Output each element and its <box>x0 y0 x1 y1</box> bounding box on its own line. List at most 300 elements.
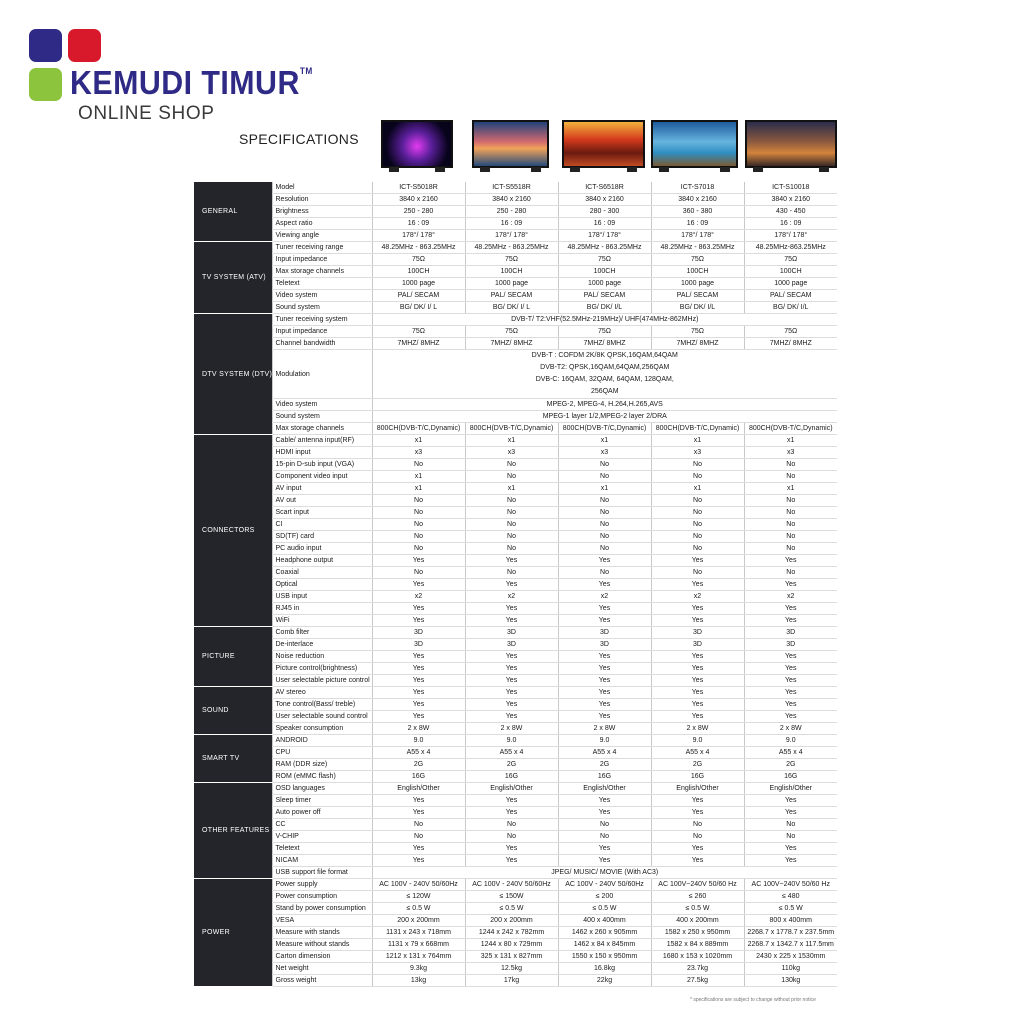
spec-value: 48.25MHz - 863.25MHz <box>651 242 744 254</box>
spec-value: 16.8kg <box>558 963 651 975</box>
spec-value: Yes <box>744 807 837 819</box>
spec-row <box>194 855 837 867</box>
spec-value: A55 x 4 <box>558 747 651 759</box>
spec-value: 2 x 8W <box>465 723 558 735</box>
spec-label: Measure without stands <box>272 939 372 951</box>
spec-value: Yes <box>558 855 651 867</box>
spec-label: Picture control(brightness) <box>272 663 372 675</box>
spec-value-line: 256QAM <box>590 388 619 395</box>
spec-value: Yes <box>651 579 744 591</box>
spec-value: 75Ω <box>372 254 465 266</box>
spec-value: Yes <box>558 663 651 675</box>
logo-square-blue <box>29 29 62 62</box>
spec-row <box>194 543 837 555</box>
spec-label: Scart input <box>272 507 372 519</box>
spec-label: CPU <box>272 747 372 759</box>
spec-value: ICT-S7018 <box>651 182 744 194</box>
spec-value: x2 <box>744 591 837 603</box>
spec-label: Input impedance <box>272 326 372 338</box>
spec-value: No <box>558 459 651 471</box>
spec-value: 16 : 09 <box>744 218 837 230</box>
spec-label: Resolution <box>272 194 372 206</box>
section-header: SMART TV <box>194 735 272 783</box>
spec-row <box>194 302 837 314</box>
brand-trademark: TM <box>299 66 313 76</box>
section-header: GENERAL <box>194 182 272 242</box>
spec-value-span: MPEG-1 layer 1/2,MPEG-2 layer 2/DRA <box>372 411 837 423</box>
spec-value: No <box>465 519 558 531</box>
spec-label: Channel bandwidth <box>272 338 372 350</box>
spec-label: OSD languages <box>272 783 372 795</box>
spec-row <box>194 711 837 723</box>
spec-value: 2G <box>558 759 651 771</box>
spec-label: Speaker consumption <box>272 723 372 735</box>
spec-value: AC 100V - 240V 50/60Hz <box>372 879 465 891</box>
spec-label: USB input <box>272 591 372 603</box>
spec-row <box>194 831 837 843</box>
spec-value: Yes <box>744 555 837 567</box>
spec-value: No <box>744 495 837 507</box>
spec-value: Yes <box>558 675 651 687</box>
spec-value: 100CH <box>372 266 465 278</box>
brand-tagline: ONLINE SHOP <box>78 103 215 124</box>
spec-value: 16 : 09 <box>558 218 651 230</box>
spec-value: Yes <box>744 711 837 723</box>
spec-value: 178°/ 178° <box>372 230 465 242</box>
spec-value: x2 <box>651 591 744 603</box>
spec-label: Component video input <box>272 471 372 483</box>
spec-value: A55 x 4 <box>372 747 465 759</box>
spec-value: ≤ 120W <box>372 891 465 903</box>
spec-row <box>194 326 837 338</box>
spec-value: 178°/ 178° <box>558 230 651 242</box>
spec-value: No <box>372 459 465 471</box>
spec-row <box>194 495 837 507</box>
spec-value: No <box>744 543 837 555</box>
spec-value: 75Ω <box>465 254 558 266</box>
spec-value: AC 100V~240V 50/60 Hz <box>651 879 744 891</box>
spec-label: Viewing angle <box>272 230 372 242</box>
spec-value: 2268.7 x 1778.7 x 237.5mm <box>744 927 837 939</box>
spec-value: No <box>372 819 465 831</box>
spec-value: ICT-S10018 <box>744 182 837 194</box>
spec-value: 16G <box>651 771 744 783</box>
spec-value: No <box>465 459 558 471</box>
spec-value: x1 <box>744 435 837 447</box>
spec-value: 800CH(DVB-T/C,Dynamic) <box>744 423 837 435</box>
spec-label: De-interlace <box>272 639 372 651</box>
spec-value: Yes <box>744 699 837 711</box>
spec-value: English/Other <box>372 783 465 795</box>
spec-value: No <box>651 819 744 831</box>
spec-label: Tone control(Bass/ treble) <box>272 699 372 711</box>
spec-value: A55 x 4 <box>651 747 744 759</box>
spec-row <box>194 435 837 447</box>
spec-value: Yes <box>372 795 465 807</box>
spec-row <box>194 603 837 615</box>
footnote: * specifications are subject to change without prior notice <box>690 997 816 1003</box>
spec-value: ≤ 0.5 W <box>651 903 744 915</box>
spec-value: Yes <box>651 699 744 711</box>
spec-value: 800CH(DVB-T/C,Dynamic) <box>651 423 744 435</box>
spec-row <box>194 555 837 567</box>
spec-row <box>194 615 837 627</box>
spec-label: Comb filter <box>272 627 372 639</box>
spec-value: No <box>558 471 651 483</box>
spec-value: Yes <box>558 687 651 699</box>
spec-value: No <box>558 519 651 531</box>
spec-value: 22kg <box>558 975 651 987</box>
spec-value: Yes <box>744 663 837 675</box>
spec-value: No <box>558 819 651 831</box>
spec-value: Yes <box>465 651 558 663</box>
spec-value: 2G <box>372 759 465 771</box>
spec-value: ≤ 0.5 W <box>744 903 837 915</box>
spec-value: x1 <box>651 483 744 495</box>
spec-row <box>194 771 837 783</box>
spec-value: No <box>744 567 837 579</box>
spec-value: 75Ω <box>744 254 837 266</box>
spec-value: Yes <box>465 687 558 699</box>
spec-label: Coaxial <box>272 567 372 579</box>
spec-value: 3840 x 2160 <box>465 194 558 206</box>
spec-row <box>194 795 837 807</box>
spec-label: WiFi <box>272 615 372 627</box>
spec-value: Yes <box>744 615 837 627</box>
spec-value: 16G <box>558 771 651 783</box>
spec-value: No <box>558 495 651 507</box>
spec-value: x2 <box>465 591 558 603</box>
spec-label: Optical <box>272 579 372 591</box>
spec-value: 3D <box>651 639 744 651</box>
spec-value: Yes <box>465 843 558 855</box>
spec-value: BG/ DK/ I/L <box>558 302 651 314</box>
spec-value: Yes <box>465 855 558 867</box>
spec-value: x1 <box>372 435 465 447</box>
spec-value: Yes <box>465 795 558 807</box>
spec-value: No <box>651 531 744 543</box>
spec-value: No <box>465 495 558 507</box>
spec-label: Max storage channels <box>272 266 372 278</box>
spec-value: x1 <box>558 483 651 495</box>
spec-row <box>194 459 837 471</box>
spec-value: ICT-S5518R <box>465 182 558 194</box>
spec-label: AV out <box>272 495 372 507</box>
spec-row <box>194 783 837 795</box>
spec-row <box>194 338 837 350</box>
spec-label: Stand by power consumption <box>272 903 372 915</box>
spec-row <box>194 350 837 399</box>
spec-label: NICAM <box>272 855 372 867</box>
spec-value: ≤ 0.5 W <box>465 903 558 915</box>
spec-value: No <box>465 567 558 579</box>
spec-row <box>194 735 837 747</box>
spec-value: 100CH <box>465 266 558 278</box>
spec-row <box>194 939 837 951</box>
spec-value: No <box>744 471 837 483</box>
spec-value: x1 <box>558 435 651 447</box>
spec-value: 178°/ 178° <box>465 230 558 242</box>
spec-label: Noise reduction <box>272 651 372 663</box>
spec-value: 250 - 280 <box>465 206 558 218</box>
spec-value: 2G <box>651 759 744 771</box>
spec-label: Input impedance <box>272 254 372 266</box>
spec-value: 1244 x 80 x 729mm <box>465 939 558 951</box>
spec-value: Yes <box>372 699 465 711</box>
spec-value: 100CH <box>558 266 651 278</box>
spec-value: 9.0 <box>372 735 465 747</box>
spec-value: Yes <box>372 579 465 591</box>
spec-label: Teletext <box>272 278 372 290</box>
spec-value: 3D <box>651 627 744 639</box>
spec-row <box>194 290 837 302</box>
spec-value: No <box>651 495 744 507</box>
spec-value: 100CH <box>744 266 837 278</box>
spec-value: 1000 page <box>651 278 744 290</box>
spec-row <box>194 579 837 591</box>
spec-value: 250 - 280 <box>372 206 465 218</box>
spec-value: 1550 x 150 x 950mm <box>558 951 651 963</box>
spec-value: 1244 x 242 x 782mm <box>465 927 558 939</box>
spec-row <box>194 651 837 663</box>
spec-value: Yes <box>744 675 837 687</box>
spec-label: Auto power off <box>272 807 372 819</box>
spec-value: 1000 page <box>558 278 651 290</box>
spec-value: English/Other <box>558 783 651 795</box>
spec-value: Yes <box>558 711 651 723</box>
spec-value: 800CH(DVB-T/C,Dynamic) <box>558 423 651 435</box>
spec-label: RAM (DDR size) <box>272 759 372 771</box>
spec-value: AC 100V - 240V 50/60Hz <box>558 879 651 891</box>
spec-value: Yes <box>651 615 744 627</box>
spec-value: Yes <box>651 843 744 855</box>
spec-value: Yes <box>372 807 465 819</box>
spec-row <box>194 567 837 579</box>
spec-row <box>194 951 837 963</box>
spec-value: Yes <box>744 855 837 867</box>
spec-value: BG/ DK/ I/ L <box>372 302 465 314</box>
spec-value: 16G <box>372 771 465 783</box>
spec-value: 9.0 <box>465 735 558 747</box>
spec-row <box>194 663 837 675</box>
spec-value: Yes <box>465 807 558 819</box>
spec-value: English/Other <box>744 783 837 795</box>
spec-value: 3840 x 2160 <box>558 194 651 206</box>
spec-row <box>194 230 837 242</box>
spec-value: 1582 x 84 x 889mm <box>651 939 744 951</box>
spec-row <box>194 903 837 915</box>
spec-label: Video system <box>272 290 372 302</box>
spec-value: Yes <box>744 843 837 855</box>
spec-value: 3D <box>744 639 837 651</box>
tv-image-2 <box>472 120 549 172</box>
spec-value: 200 x 200mm <box>372 915 465 927</box>
spec-value: 48.25MHz - 863.25MHz <box>465 242 558 254</box>
spec-label: Gross weight <box>272 975 372 987</box>
spec-value: 23.7kg <box>651 963 744 975</box>
spec-row <box>194 927 837 939</box>
spec-value: Yes <box>744 651 837 663</box>
spec-value: 75Ω <box>651 326 744 338</box>
tv-image-1 <box>381 120 453 172</box>
section-header: CONNECTORS <box>194 435 272 627</box>
spec-label: Sleep timer <box>272 795 372 807</box>
spec-value: 178°/ 178° <box>744 230 837 242</box>
spec-row <box>194 531 837 543</box>
spec-value: 178°/ 178° <box>651 230 744 242</box>
spec-value: 48.25MHz - 863.25MHz <box>558 242 651 254</box>
spec-label: ROM (eMMC flash) <box>272 771 372 783</box>
spec-label: Sound system <box>272 411 372 423</box>
spec-label: CC <box>272 819 372 831</box>
spec-value: PAL/ SECAM <box>744 290 837 302</box>
spec-label: Carton dimension <box>272 951 372 963</box>
section-header: SOUND <box>194 687 272 735</box>
spec-value: 2 x 8W <box>558 723 651 735</box>
spec-label: Aspect ratio <box>272 218 372 230</box>
spec-value: No <box>465 831 558 843</box>
spec-value: 9.0 <box>744 735 837 747</box>
spec-label: Teletext <box>272 843 372 855</box>
spec-label: Power supply <box>272 879 372 891</box>
spec-value: 16 : 09 <box>465 218 558 230</box>
spec-value: ≤ 0.5 W <box>558 903 651 915</box>
spec-value: x3 <box>651 447 744 459</box>
spec-value: Yes <box>465 579 558 591</box>
spec-value: Yes <box>651 555 744 567</box>
spec-label: Modulation <box>272 350 372 399</box>
spec-value: 75Ω <box>651 254 744 266</box>
spec-row <box>194 891 837 903</box>
spec-value: Yes <box>372 843 465 855</box>
spec-row <box>194 759 837 771</box>
spec-value: 7MHZ/ 8MHZ <box>558 338 651 350</box>
spec-label: Video system <box>272 399 372 411</box>
spec-value: No <box>651 831 744 843</box>
spec-row <box>194 723 837 735</box>
spec-row <box>194 879 837 891</box>
spec-value: Yes <box>744 795 837 807</box>
spec-label: V-CHIP <box>272 831 372 843</box>
spec-value: Yes <box>651 675 744 687</box>
spec-value-line: DVB-T : COFDM 2K/8K QPSK,16QAM,64QAM <box>531 352 678 359</box>
tv-image-4 <box>651 120 738 172</box>
spec-value: 100CH <box>651 266 744 278</box>
spec-value: 75Ω <box>372 326 465 338</box>
spec-value: 360 - 380 <box>651 206 744 218</box>
spec-value-span: JPEG/ MUSIC/ MOVIE (With AC3) <box>372 867 837 879</box>
logo-square-green <box>29 68 62 101</box>
spec-row <box>194 963 837 975</box>
spec-value: Yes <box>558 843 651 855</box>
tv-image-5 <box>745 120 837 172</box>
spec-value: 800CH(DVB-T/C,Dynamic) <box>372 423 465 435</box>
spec-value: No <box>465 531 558 543</box>
spec-value: Yes <box>465 711 558 723</box>
spec-row <box>194 639 837 651</box>
spec-value: No <box>558 531 651 543</box>
spec-value: 2 x 8W <box>372 723 465 735</box>
spec-value: 130kg <box>744 975 837 987</box>
spec-value: 16G <box>465 771 558 783</box>
page-title: SPECIFICATIONS <box>239 131 359 147</box>
spec-value: 48.25MHz - 863.25MHz <box>372 242 465 254</box>
spec-value: No <box>744 519 837 531</box>
spec-value: Yes <box>372 855 465 867</box>
spec-value: 7MHZ/ 8MHZ <box>651 338 744 350</box>
spec-value: 3D <box>372 627 465 639</box>
section-header: PICTURE <box>194 627 272 687</box>
spec-value: No <box>372 831 465 843</box>
spec-value: Yes <box>651 663 744 675</box>
spec-label: VESA <box>272 915 372 927</box>
spec-label: Model <box>272 182 372 194</box>
spec-value: x2 <box>558 591 651 603</box>
spec-value: AC 100V - 240V 50/60Hz <box>465 879 558 891</box>
spec-value: 3D <box>465 639 558 651</box>
spec-value: No <box>558 567 651 579</box>
spec-value: 3840 x 2160 <box>744 194 837 206</box>
tv-image-3 <box>562 120 645 172</box>
logo-square-red <box>68 29 101 62</box>
spec-value: 3D <box>558 627 651 639</box>
spec-value: 9.3kg <box>372 963 465 975</box>
spec-value: 3840 x 2160 <box>372 194 465 206</box>
spec-value: Yes <box>744 579 837 591</box>
spec-label: 15-pin D-sub input (VGA) <box>272 459 372 471</box>
spec-value: No <box>651 507 744 519</box>
spec-value-span <box>372 350 837 399</box>
section-header: POWER <box>194 879 272 987</box>
spec-value: English/Other <box>651 783 744 795</box>
spec-value: 48.25MHz-863.25MHz <box>744 242 837 254</box>
spec-row <box>194 687 837 699</box>
spec-value: BG/ DK/ I/ L <box>465 302 558 314</box>
spec-value: Yes <box>465 555 558 567</box>
spec-value: x3 <box>465 447 558 459</box>
spec-value: 2 x 8W <box>744 723 837 735</box>
spec-value: Yes <box>558 603 651 615</box>
spec-value: 325 x 131 x 827mm <box>465 951 558 963</box>
spec-row <box>194 242 837 254</box>
spec-value: No <box>465 507 558 519</box>
spec-row <box>194 314 837 326</box>
spec-value: No <box>651 459 744 471</box>
spec-row <box>194 218 837 230</box>
spec-value: No <box>558 831 651 843</box>
spec-value: A55 x 4 <box>744 747 837 759</box>
spec-value: 400 x 400mm <box>558 915 651 927</box>
spec-label: SD(TF) card <box>272 531 372 543</box>
spec-row <box>194 591 837 603</box>
spec-row <box>194 843 837 855</box>
spec-label: Measure with stands <box>272 927 372 939</box>
spec-value: x3 <box>558 447 651 459</box>
spec-row <box>194 411 837 423</box>
spec-row <box>194 423 837 435</box>
spec-value: Yes <box>744 687 837 699</box>
spec-value: 2G <box>744 759 837 771</box>
spec-value: Yes <box>465 675 558 687</box>
spec-value-line: DVB-T2: QPSK,16QAM,64QAM,256QAM <box>540 364 670 371</box>
spec-value: 1462 x 260 x 905mm <box>558 927 651 939</box>
spec-label: AV stereo <box>272 687 372 699</box>
spec-value: No <box>651 519 744 531</box>
spec-value: 16G <box>744 771 837 783</box>
spec-label: Power consumption <box>272 891 372 903</box>
spec-value: Yes <box>651 603 744 615</box>
spec-value: 2G <box>465 759 558 771</box>
